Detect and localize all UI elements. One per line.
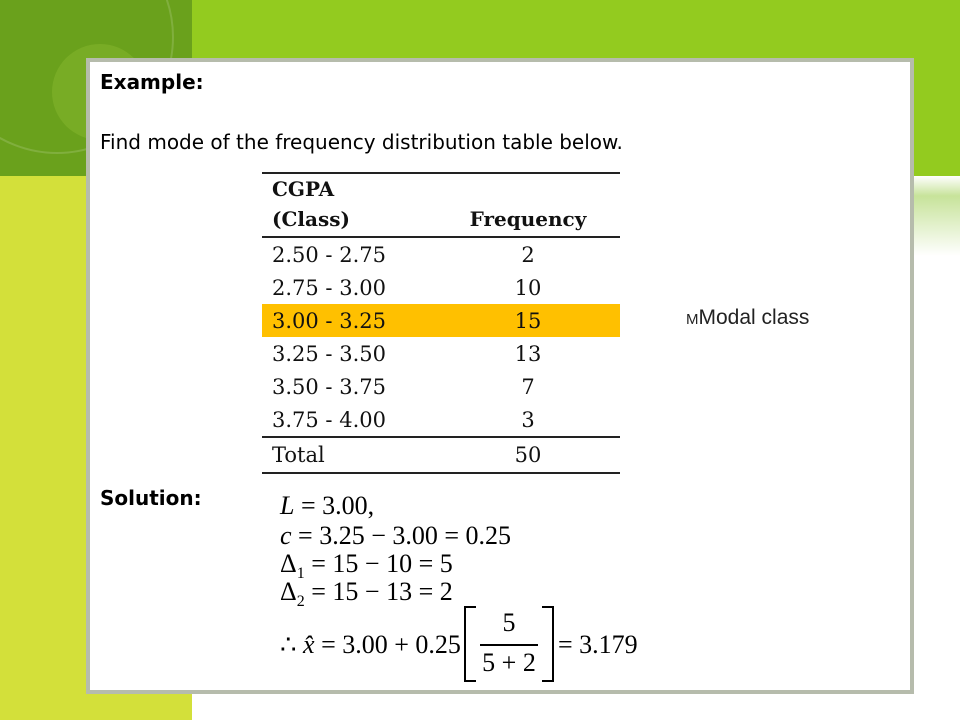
- class-header-line-1: CGPA: [272, 177, 335, 201]
- mode-lhs: ∴ x̂ = 3.00 + 0.25: [280, 630, 461, 659]
- right-bracket: [542, 606, 554, 682]
- class-cell: 3.75 - 4.00: [272, 407, 386, 432]
- frequency-table: [262, 172, 620, 474]
- class-cell: 3.50 - 3.75: [272, 374, 386, 399]
- mode-lhs-expression: 3.00 + 0.25: [342, 630, 461, 659]
- frequency-column-header: Frequency: [436, 173, 620, 237]
- total-label: Total: [262, 437, 436, 473]
- delta-2-expression: 15 − 13 = 2: [332, 577, 453, 606]
- modal-label-prefix: M: [686, 311, 699, 328]
- equation-c: c = 3.25 − 3.00 = 0.25: [280, 521, 512, 550]
- example-heading: Example:: [100, 70, 204, 94]
- modal-label-text: Modal class: [698, 306, 810, 329]
- mode-result: = 3.179: [558, 630, 638, 659]
- modal-class-row: [262, 304, 620, 337]
- frequency-cell: 3: [521, 407, 535, 432]
- table-row: [262, 370, 620, 403]
- frequency-cell: 10: [514, 275, 542, 300]
- table-row: [262, 337, 620, 370]
- class-cell: 2.75 - 3.00: [272, 275, 386, 300]
- class-column-header: [262, 173, 436, 237]
- class-header-line-2: (Class): [272, 207, 350, 231]
- equation-delta-2: $\Delta_2 = 15 - 13 = 2$: [280, 577, 453, 610]
- modal-class-annotation: [686, 306, 809, 330]
- class-cell: 2.50 - 2.75: [272, 242, 386, 267]
- problem-statement: Find mode of the frequency distribution table below.: [100, 130, 623, 154]
- delta-1-expression: 15 − 10 = 5: [332, 549, 453, 578]
- class-cell: 3.00 - 3.25: [262, 304, 436, 337]
- table-header-row: [262, 173, 620, 237]
- frequency-cell: 13: [514, 341, 542, 366]
- frequency-cell: 2: [521, 242, 535, 267]
- class-cell: 3.25 - 3.50: [272, 341, 386, 366]
- equation-delta-1: $\Delta_1 = 15 - 10 = 5$: [280, 549, 453, 582]
- solution-heading: Solution:: [100, 486, 202, 510]
- left-bracket: [464, 606, 476, 682]
- table-row: [262, 271, 620, 304]
- L-value: 3.00: [322, 491, 368, 520]
- slide-content-card: [86, 58, 914, 694]
- table-row: [262, 237, 620, 271]
- total-value: 50: [436, 437, 620, 473]
- fraction-denominator: 5 + 2: [482, 648, 536, 677]
- fraction-numerator: 5: [502, 608, 516, 637]
- table-row: [262, 403, 620, 437]
- frequency-cell: 15: [436, 304, 620, 337]
- frequency-cell: 7: [521, 374, 535, 399]
- equation-L: L = 3.00,: [280, 491, 375, 520]
- fraction-bar: [480, 644, 538, 646]
- background-stripe: [912, 176, 960, 256]
- total-row: [262, 437, 620, 473]
- c-expression: 3.25 − 3.00 = 0.25: [319, 521, 512, 550]
- mode-result-value: 3.179: [579, 630, 638, 659]
